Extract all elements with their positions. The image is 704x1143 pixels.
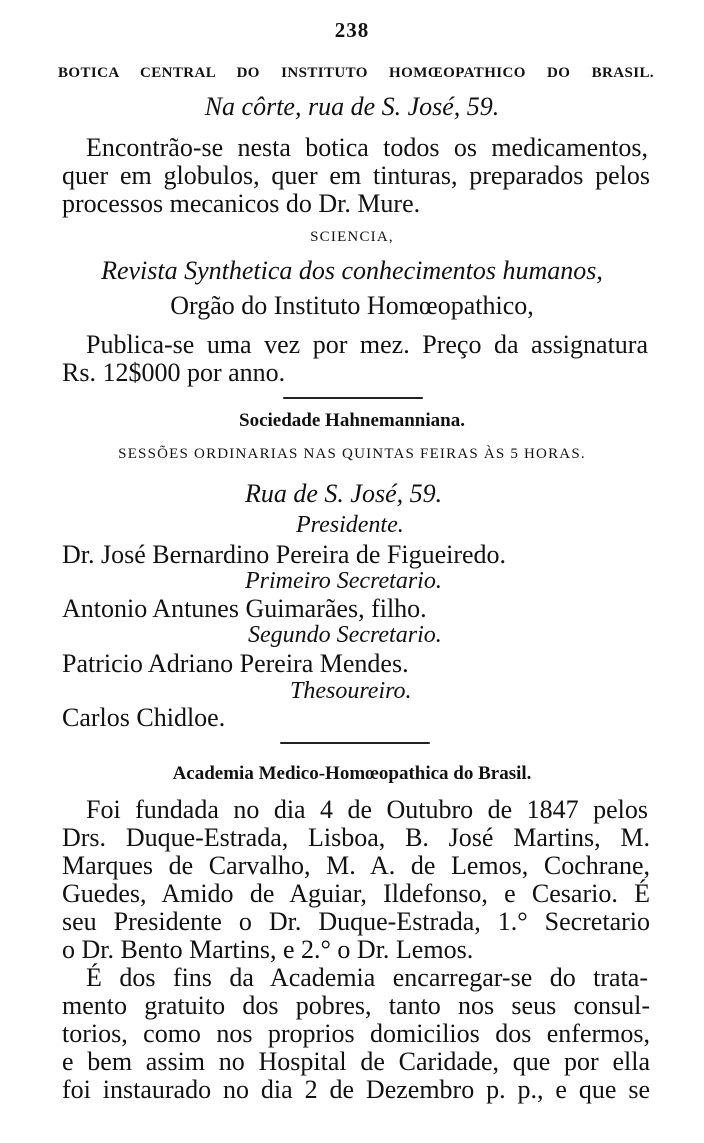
botica-line-3: processos mecanicos do Dr. Mure. — [62, 189, 421, 218]
role-name-thesoureiro: Carlos Chidloe. — [62, 703, 226, 732]
divider-1 — [283, 397, 423, 399]
sociedade-sessions: SESSÕES ORDINARIAS NAS QUINTAS FEIRAS ÀS 5 HORAS. — [118, 446, 586, 462]
role-name-presidente: Dr. José Bernardino Pereira de Figueiredo. — [62, 540, 507, 569]
academia-p1-line-5: seu Presidente o Dr. Duque-Estrada, 1.° Secretario — [62, 907, 650, 936]
role-title-thesoureiro: Thesoureiro. — [290, 678, 412, 704]
sciencia-organ: Orgão do Instituto Homœopathico, — [170, 291, 534, 320]
sciencia-line-2: Rs. 12$000 por anno. — [62, 358, 286, 387]
role-name-segundo-secretario: Patricio Adriano Pereira Mendes. — [62, 649, 409, 678]
academia-p1-line-2: Drs. Duque-Estrada, Lisboa, B. José Martins, M. — [62, 823, 650, 852]
academia-p1-line-3: Marques de Carvalho, M. A. de Lemos, Cochrane, — [62, 851, 650, 880]
page-number: 238 — [334, 18, 370, 42]
botica-heading: BOTICA CENTRAL DO INSTITUTO HOMŒOPATHICO DO BRASIL. — [58, 65, 654, 81]
academia-p1-line-4: Guedes, Amido de Aguiar, Ildefonso, e Cesario. É — [62, 879, 650, 908]
academia-p2-line-5: foi instaurado no dia 2 de Dezembro p. p., e que se — [62, 1075, 650, 1104]
academia-p2-line-2: mento gratuito dos pobres, tanto nos seus consul- — [62, 991, 650, 1020]
divider-2 — [280, 742, 430, 744]
academia-p2-line-3: torios, como nos proprios domicilios dos enfermos, — [62, 1019, 650, 1048]
academia-p2-line-4: e bem assim no Hospital de Caridade, que por ella — [62, 1047, 650, 1076]
academia-p1-line-1: Foi fundada no dia 4 de Outubro de 1847 pelos — [86, 795, 648, 824]
sociedade-heading: Sociedade Hahnemanniana. — [239, 410, 465, 431]
academia-heading: Academia Medico-Homœopathica do Brasil. — [172, 763, 532, 784]
sociedade-address: Rua de S. José, 59. — [245, 479, 443, 508]
role-name-primeiro-secretario: Antonio Antunes Guimarães, filho. — [62, 594, 427, 623]
sciencia-line-1: Publica-se uma vez por mez. Preço da assignatura — [86, 330, 648, 359]
botica-line-2: quer em globulos, quer em tinturas, preparados pelos — [62, 161, 650, 190]
role-title-segundo-secretario: Segundo Secretario. — [248, 622, 442, 648]
sciencia-heading: SCIENCIA, — [310, 229, 394, 245]
role-title-primeiro-secretario: Primeiro Secretario. — [245, 568, 442, 594]
sciencia-subtitle: Revista Synthetica dos conhecimentos humanos, — [101, 256, 603, 285]
botica-line-1: Encontrão-se nesta botica todos os medicamentos, — [86, 133, 648, 162]
academia-p2-line-1: É dos fins da Academia encarregar-se do trata- — [86, 963, 648, 992]
role-title-presidente: Presidente. — [296, 512, 404, 538]
academia-p1-line-6: o Dr. Bento Martins, e 2.° o Dr. Lemos. — [62, 935, 474, 964]
botica-address: Na côrte, rua de S. José, 59. — [204, 92, 500, 121]
